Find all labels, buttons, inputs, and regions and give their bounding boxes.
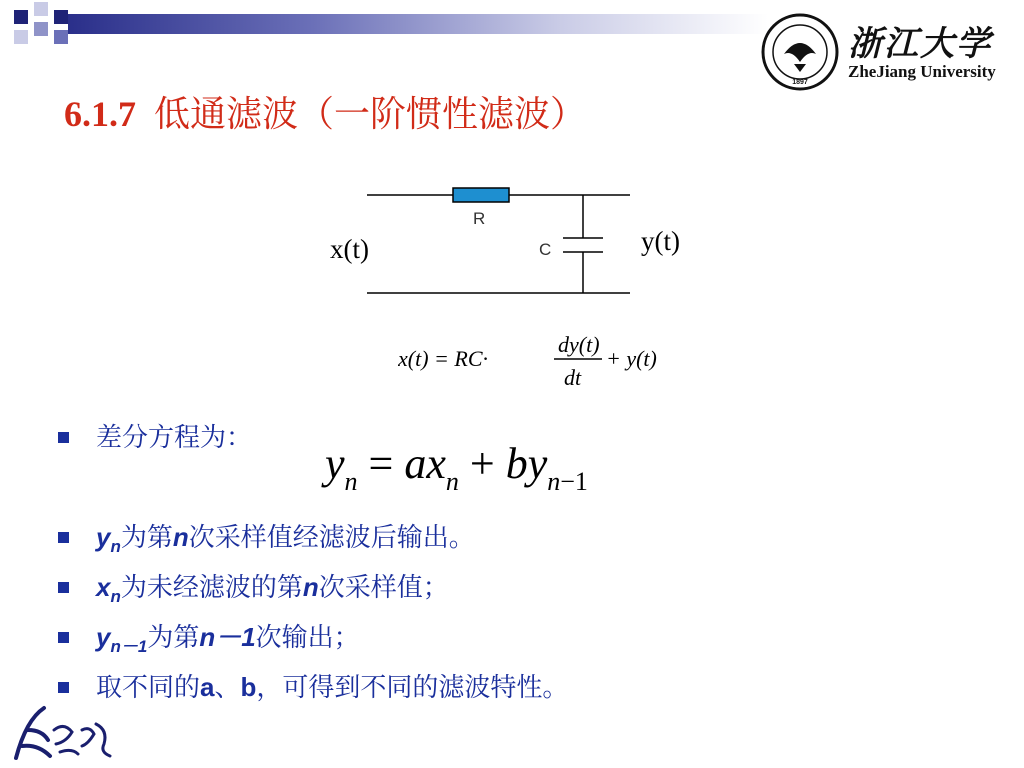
formula-lhs: x(t) = RC· — [398, 346, 488, 371]
eq-y: y — [325, 439, 345, 488]
eq-equals: = — [368, 439, 394, 488]
eq-x: x — [426, 439, 446, 488]
bullet-text: $y_{n-1}$为第n－1次输出； — [96, 622, 360, 656]
formula-denominator: dt — [564, 365, 582, 390]
header-gradient-band — [68, 14, 768, 34]
eq-a: a — [404, 439, 427, 488]
university-name-cn: 浙江大学 — [848, 24, 992, 64]
university-logo — [760, 12, 1016, 94]
eq-sub-n2: n — [445, 467, 459, 496]
bullet-text: $y_n$为第n次采样值经滤波后输出。 — [96, 522, 475, 556]
university-name-en: ZheJiang University — [848, 62, 996, 81]
university-seal-icon — [760, 12, 840, 92]
resistor-icon — [453, 188, 509, 202]
output-label: y(t) — [641, 226, 680, 256]
bullet-square-icon — [58, 432, 69, 443]
eq-plus: + — [469, 439, 495, 488]
calligraphy-logo-icon — [8, 700, 118, 766]
formula-rhs: + y(t) — [606, 346, 657, 371]
resistor-label: R — [473, 209, 486, 228]
rc-circuit-diagram — [325, 180, 725, 305]
bullet-square-icon — [58, 532, 69, 543]
eq-sub-minus1: −1 — [560, 467, 588, 496]
bullet-square-icon — [58, 582, 69, 593]
bullet-square-icon — [58, 682, 69, 693]
input-label: x(t) — [330, 234, 369, 264]
eq-sub-n1: n — [344, 467, 358, 496]
eq-sub-n3: n — [547, 467, 561, 496]
section-number: 6.1.7 — [64, 94, 136, 134]
section-title: 低通滤波（一阶惯性滤波） — [154, 94, 587, 135]
eq-b: b — [505, 439, 528, 488]
slide-title — [64, 86, 586, 137]
formula-numerator: dy(t) — [558, 332, 600, 357]
seal-year: 1897 — [792, 79, 808, 86]
capacitor-label: C — [539, 240, 552, 259]
difference-equation — [325, 438, 588, 497]
bullet-text: $x_n$为未经滤波的第n次采样值； — [96, 572, 449, 606]
bullet-text: 取不同的a、b，可得到不同的滤波特性。 — [96, 672, 569, 703]
differential-equation — [398, 330, 698, 394]
bullet-text: 差分方程为： — [96, 423, 253, 453]
bullet-square-icon — [58, 632, 69, 643]
eq-y2: y — [527, 439, 548, 488]
